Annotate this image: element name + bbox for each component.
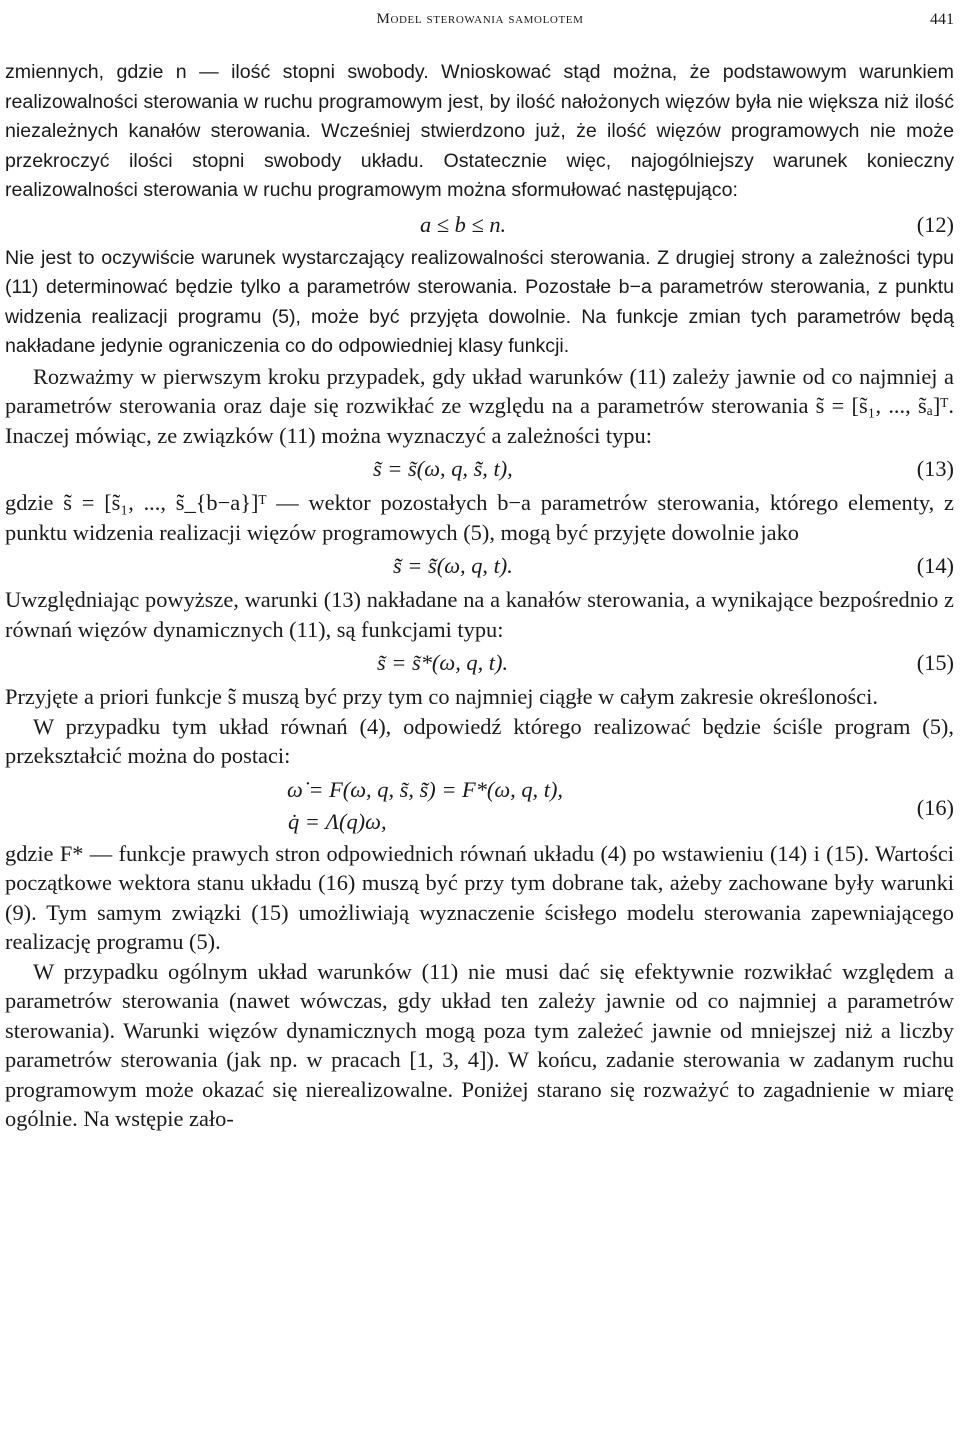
- equation-16-line-1: ω̇ = F(ω, q, s̃, s̃̃) = F*(ω, q, t),: [287, 776, 564, 802]
- paragraph-9: W przypadku ogólnym układ warunków (11) nie musi dać się efektywnie rozwikłać względem a parametrów sterowania (nawet wówczas, gdy układ ten zależy jawnie od co najmniej a parametrów sterowania). Warunki więzów dynamicznych mogą poza tym zależeć jawnie od mniejszej niż a liczby parametrów sterowania (jak np. w pracach [1, 3, 4]). W końcu, zadanie sterowania w zadanym ruchu programowym może okazać się nierealizowalne. Poniżej starano się rozważyć to zagadnienie w miarę ogólnie. Na wstępie zało-: [5, 958, 954, 1131]
- equation-13: [5, 450, 954, 488]
- paragraph-8: gdzie F* — funkcje prawych stron odpowiednich równań układu (4) po wstawieniu (14) i (15). Wartości początkowe wektora stanu układu (16) muszą być przy tym dobrane tak, ażeby zachowane były warunki (9). Tym samym związki (15) umożliwiają wyznaczenie ścisłego modelu sterowania zapewniającego realizację programu (5).: [5, 840, 954, 954]
- equation-14-expression: s̃̃ = s̃̃(ω, q, t).: [393, 553, 513, 578]
- paragraph-1: zmiennych, gdzie n — ilość stopni swobody. Wnioskować stąd można, że podstawowym warunkiem realizowalności sterowania w ruchu programowym jest, by ilość nałożonych więzów była nie większa niż ilość niezależnych kanałów sterowania. Wcześniej stwierdzono już, że ilość więzów programowych nie może przekroczyć ilości stopni swobody układu. Ostatecznie więc, najogólniejszy warunek konieczny realizowalności sterowania w ruchu programowym można sformułować następująco:: [5, 61, 954, 201]
- paragraph-5: Uwzględniając powyższe, warunki (13) nakładane na a kanałów sterowania, a wynikające bezpośrednio z równań więzów dynamicznych (11), są funkcjami typu:: [5, 587, 954, 642]
- equation-14: [5, 547, 954, 585]
- paragraph-4: gdzie s̃̃ = [s̃̃₁, ..., s̃̃_{b−a}]ᵀ — wektor pozostałych b−a parametrów sterowania, którego elementy, z punktu widzenia realizacji więzów programowych (5), mogą być przyjęte dowolnie jako: [5, 490, 954, 545]
- equation-16-number: (16): [916, 794, 954, 820]
- equation-13-number: (13): [916, 456, 954, 481]
- equation-15: [5, 644, 954, 682]
- document-body: [5, 58, 954, 1134]
- equation-12-number: (12): [916, 211, 954, 237]
- equation-16: [5, 771, 954, 839]
- paragraph-6: Przyjęte a priori funkcje s̃̃ muszą być przy tym co najmniej ciągłe w całym zakresie określoności.: [5, 684, 878, 709]
- page-number: 441: [930, 11, 954, 28]
- running-title: Model sterowania samolotem: [376, 11, 584, 27]
- equation-16-line-2: q̇ = Λ(q)ω,: [288, 808, 387, 834]
- running-head: [0, 5, 960, 27]
- equation-12: [5, 206, 954, 244]
- equation-15-expression: s̃ = s̃*(ω, q, t).: [377, 650, 509, 675]
- equation-13-expression: s̃ = s̃(ω, q, s̃̃, t),: [373, 456, 513, 481]
- paragraph-7: W przypadku tym układ równań (4), odpowiedź którego realizować będzie ściśle program (5), przekształcić można do postaci:: [5, 713, 954, 768]
- paragraph-3: Rozważmy w pierwszym kroku przypadek, gdy układ warunków (11) zależy jawnie od co najmniej a parametrów sterowania oraz daje się rozwikłać ze względu na a parametrów sterowania s̃ = [s̃₁, ..., s̃ₐ]ᵀ. Inaczej mówiąc, ze związków (11) można wyznaczyć a zależności typu:: [5, 363, 954, 448]
- equation-12-expression: a ≤ b ≤ n.: [420, 211, 507, 237]
- equation-15-number: (15): [916, 650, 954, 675]
- equation-14-number: (14): [916, 553, 954, 578]
- paragraph-2: Nie jest to oczywiście warunek wystarczający realizowalności sterowania. Z drugiej strony a zależności typu (11) determinować będzie tylko a parametrów sterowania. Pozostałe b−a parametrów sterowania, z punktu widzenia realizacji programu (5), może być przyjęta dowolnie. Na funkcje zmian tych parametrów będą nakładane jedynie ograniczenia co do odpowiedniej klasy funkcji.: [5, 246, 954, 357]
